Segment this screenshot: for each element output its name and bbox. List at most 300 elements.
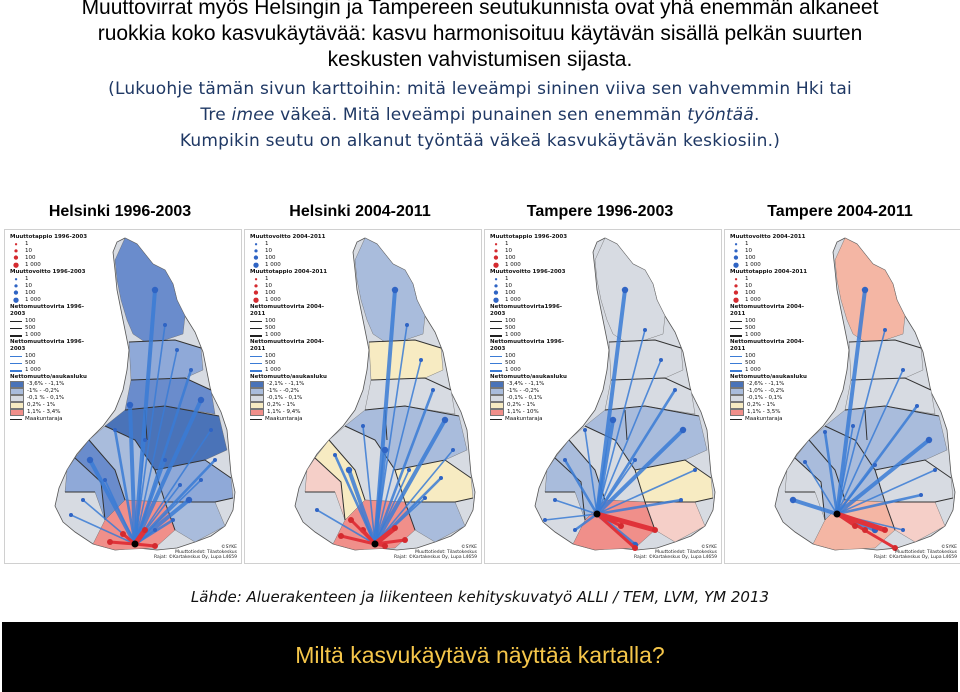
- municipality-dot: [142, 527, 148, 533]
- municipality-dot: [407, 468, 411, 472]
- legend-row: [730, 416, 812, 423]
- legend-dot-icon: ●: [253, 255, 259, 261]
- legend-row: [10, 255, 92, 262]
- legend-heading: Nettomuutto/asukasluku: [250, 374, 327, 380]
- intro-line-2: ruokkia koko kasvukäytävää: kasvu harmonisoituu käytävän sisällä pelkän suurten: [97, 22, 863, 45]
- legend-label: 1 000: [745, 332, 761, 338]
- legend-heading: Nettomuuttovirta 1996-2003: [490, 339, 564, 352]
- legend-line-icon: [250, 363, 262, 364]
- legend-label: 1 000: [745, 367, 761, 373]
- legend-line-icon: [490, 370, 502, 372]
- legend-heading: Nettomuutto/asukasluku: [490, 374, 567, 380]
- legend-label: -1% - -0,2%: [507, 388, 540, 394]
- legend-heading: Muuttotappio 2004-2011: [730, 269, 808, 275]
- legend-row: [250, 248, 332, 255]
- legend-line-icon: [250, 419, 262, 420]
- legend-dot-icon: ●: [734, 277, 738, 281]
- map-panel-4: [724, 229, 960, 564]
- legend-label: 1 000: [25, 262, 41, 268]
- legend-dot-icon: ●: [13, 255, 19, 261]
- legend-label: 1 000: [265, 367, 281, 373]
- legend-label: 1: [25, 276, 29, 282]
- map-title-tampere-1996: Tampere 1996-2003: [526, 203, 674, 220]
- legend-heading: Nettomuutto/asukasluku: [10, 374, 87, 380]
- map-panel-1: [4, 229, 242, 564]
- region-area: [129, 340, 203, 380]
- legend-label: 100: [745, 255, 756, 261]
- legend-swatch: [730, 381, 744, 388]
- legend-row: [730, 290, 812, 297]
- legend-row: [730, 276, 812, 283]
- legend-label: 500: [25, 325, 36, 331]
- legend-label: -0,1% - 0,1%: [507, 395, 543, 401]
- legend-row: [730, 297, 812, 304]
- legend-row: [730, 283, 812, 290]
- municipality-dot: [823, 430, 827, 434]
- legend-swatch: [250, 402, 264, 409]
- legend-row: [250, 360, 332, 367]
- legend-heading: Nettomuuttovirta 2004-2011: [250, 339, 324, 352]
- legend-row: [10, 416, 92, 423]
- legend-row: [250, 283, 332, 290]
- legend-dot-icon: ●: [492, 296, 499, 304]
- legend-label: 0,2% - 1%: [747, 402, 776, 408]
- legend-row: [730, 318, 812, 325]
- legend-label: 1,1% - 3,4%: [27, 409, 61, 415]
- legend-label: 1: [265, 276, 269, 282]
- legend-row: [10, 276, 92, 283]
- legend-line-icon: [490, 363, 502, 364]
- legend-line-icon: [490, 356, 502, 357]
- hub-city-dot: [594, 511, 601, 518]
- municipality-dot: [209, 428, 213, 432]
- municipality-dot: [883, 328, 887, 332]
- legend-swatch: [250, 395, 264, 402]
- legend-line-icon: [730, 328, 742, 329]
- legend-label: -1,0% - -0,2%: [747, 388, 785, 394]
- legend-line-icon: [250, 370, 262, 372]
- legend-dot-icon: ●: [253, 290, 259, 296]
- legend-dot-icon: ●: [254, 242, 258, 246]
- legend-swatch: [10, 388, 24, 395]
- municipality-dot: [152, 287, 158, 293]
- legend-swatch: [10, 381, 24, 388]
- legend-heading: Nettomuuttovirta 2004-2011: [730, 304, 804, 317]
- municipality-dot: [919, 493, 923, 497]
- municipality-dot: [553, 498, 557, 502]
- legend-label: 1 000: [265, 332, 281, 338]
- legend-dot-icon: ●: [14, 284, 18, 289]
- legend-heading: Muuttovoitto 1996-2003: [10, 269, 86, 275]
- legend-dot-icon: ●: [493, 255, 499, 261]
- legend-label: 1 000: [265, 297, 281, 303]
- legend-row: [490, 395, 572, 402]
- legend-dot-icon: ●: [732, 261, 739, 269]
- legend-label: 10: [265, 283, 272, 289]
- legend-label: 100: [25, 290, 36, 296]
- legend-dot-icon: ●: [733, 255, 739, 261]
- legend-line-icon: [10, 356, 22, 357]
- legend-label: -0,1% - 0,1%: [267, 395, 303, 401]
- municipality-dot: [659, 358, 663, 362]
- municipality-dot: [175, 348, 179, 352]
- legend-label: 1 000: [745, 262, 761, 268]
- legend-swatch: [10, 409, 24, 416]
- municipality-dot: [171, 518, 175, 522]
- municipality-dot: [189, 368, 193, 372]
- map-credit: ©SYKE Muuttotiedot: Tilastokeskus Rajat: ©Kartakeskus Oy, Lupa L4659: [633, 545, 717, 560]
- legend-swatch: [250, 381, 264, 388]
- legend-heading: Muuttotappio 2004-2011: [250, 269, 328, 275]
- legend-label: 100: [25, 255, 36, 261]
- legend-row: [10, 262, 92, 269]
- legend-line-icon: [250, 321, 262, 322]
- legend-swatch: [490, 381, 504, 388]
- legend-row: [490, 325, 572, 332]
- legend-heading: Nettomuuttovirta 2004-2011: [250, 304, 324, 317]
- map-legend: [730, 234, 812, 423]
- legend-label: 1: [265, 241, 269, 247]
- hub-city-dot: [372, 541, 379, 548]
- legend-label: 10: [25, 283, 32, 289]
- legend-label: 1 000: [505, 332, 521, 338]
- legend-row: [490, 262, 572, 269]
- legend-label: -2,1% - -1,1%: [267, 381, 305, 387]
- legend-swatch: [490, 409, 504, 416]
- legend-row: [490, 353, 572, 360]
- legend-dot-icon: ●: [494, 249, 498, 254]
- map-credit: ©SYKE Muuttotiedot: Tilastokeskus Rajat: ©Kartakeskus Oy, Lupa L4659: [873, 545, 957, 560]
- legend-row: [250, 332, 332, 339]
- municipality-dot: [862, 287, 868, 293]
- caption-text: Miltä kasvukäytävä näyttää kartalla?: [295, 642, 665, 668]
- municipality-dot: [882, 527, 888, 533]
- legend-row: [490, 276, 572, 283]
- legend-label: 100: [505, 318, 516, 324]
- municipality-dot: [618, 523, 624, 529]
- legend-row: [250, 367, 332, 374]
- legend-row: [10, 297, 92, 304]
- municipality-dot: [143, 438, 147, 442]
- municipality-dot: [901, 368, 905, 372]
- legend-label: Maakuntaraja: [25, 416, 63, 422]
- caption-bar: [2, 622, 958, 692]
- legend-swatch: [250, 388, 264, 395]
- legend-line-icon: [10, 335, 22, 337]
- legend-row: [10, 283, 92, 290]
- legend-dot-icon: ●: [14, 277, 18, 281]
- legend-label: -3,4% - -1,1%: [507, 381, 545, 387]
- municipality-dot: [423, 496, 427, 500]
- municipality-dot: [926, 437, 932, 443]
- municipality-dot: [673, 388, 677, 392]
- legend-line-icon: [10, 321, 22, 322]
- municipality-dot: [693, 468, 697, 472]
- municipality-dot: [348, 517, 354, 523]
- reading-guide-line-1: (Lukuohje tämän sivun karttoihin: mitä leveämpi sininen viiva sen vahvemmin Hki tai: [108, 79, 852, 99]
- legend-label: Maakuntaraja: [505, 416, 543, 422]
- intro-line-3: keskusten vahvistumisen sijasta.: [327, 48, 633, 71]
- legend-row: [10, 332, 92, 339]
- legend-label: 500: [745, 325, 756, 331]
- legend-row: [250, 318, 332, 325]
- legend-row: [10, 248, 92, 255]
- legend-label: 1: [505, 241, 509, 247]
- municipality-dot: [69, 513, 73, 517]
- municipality-dot: [419, 358, 423, 362]
- legend-row: [730, 388, 812, 395]
- legend-label: 100: [265, 290, 276, 296]
- legend-row: [10, 381, 92, 388]
- legend-dot-icon: ●: [254, 284, 258, 289]
- legend-row: [250, 353, 332, 360]
- municipality-dot: [851, 424, 855, 428]
- legend-label: 100: [25, 318, 36, 324]
- legend-row: [490, 409, 572, 416]
- legend-heading: Nettomuuttovirta 1996-2003: [10, 339, 84, 352]
- legend-dot-icon: ●: [252, 261, 259, 269]
- municipality-dot: [803, 460, 807, 464]
- net-migration-push-line: [110, 542, 135, 544]
- legend-row: [730, 325, 812, 332]
- legend-heading: Muuttovoitto 2004-2011: [250, 234, 326, 240]
- legend-row: [490, 402, 572, 409]
- municipality-dot: [622, 287, 628, 293]
- legend-row: [10, 318, 92, 325]
- legend-row: [250, 290, 332, 297]
- legend-row: [250, 262, 332, 269]
- municipality-dot: [451, 448, 455, 452]
- legend-row: [490, 297, 572, 304]
- municipality-dot: [333, 453, 337, 457]
- legend-line-icon: [730, 419, 742, 420]
- legend-dot-icon: ●: [734, 242, 738, 246]
- map-panel-2: [244, 229, 482, 564]
- legend-label: 100: [505, 290, 516, 296]
- legend-row: [490, 360, 572, 367]
- map-credit: ©SYKE Muuttotiedot: Tilastokeskus Rajat: ©Kartakeskus Oy, Lupa L4659: [393, 545, 477, 560]
- region-area: [369, 340, 443, 380]
- legend-row: [10, 241, 92, 248]
- legend-row: [490, 416, 572, 423]
- municipality-dot: [382, 447, 388, 453]
- municipality-dot: [933, 468, 937, 472]
- municipality-dot: [573, 528, 577, 532]
- legend-dot-icon: ●: [732, 296, 739, 304]
- legend-label: 100: [745, 290, 756, 296]
- legend-heading: Muuttovoitto 1996-2003: [490, 269, 566, 275]
- legend-dot-icon: ●: [14, 242, 18, 246]
- legend-row: [730, 332, 812, 339]
- legend-dot-icon: ●: [254, 249, 258, 254]
- municipality-dot: [543, 518, 547, 522]
- legend-row: [490, 248, 572, 255]
- municipality-dot: [439, 476, 443, 480]
- legend-line-icon: [490, 328, 502, 329]
- legend-row: [490, 332, 572, 339]
- legend-dot-icon: ●: [14, 249, 18, 254]
- legend-row: [250, 416, 332, 423]
- legend-label: 500: [505, 360, 516, 366]
- legend-line-icon: [250, 328, 262, 329]
- municipality-dot: [213, 458, 217, 462]
- legend-row: [10, 325, 92, 332]
- municipality-dot: [405, 323, 409, 327]
- municipality-dot: [679, 498, 683, 502]
- legend-dot-icon: ●: [734, 284, 738, 289]
- municipality-dot: [680, 427, 686, 433]
- legend-swatch: [490, 388, 504, 395]
- legend-label: 100: [505, 353, 516, 359]
- legend-line-icon: [10, 328, 22, 329]
- legend-swatch: [730, 402, 744, 409]
- legend-line-icon: [490, 335, 502, 337]
- legend-row: [490, 388, 572, 395]
- legend-label: 1 000: [265, 262, 281, 268]
- municipality-dot: [153, 528, 157, 532]
- municipality-dot: [392, 525, 398, 531]
- map-legend: [250, 234, 332, 423]
- legend-row: [10, 409, 92, 416]
- municipality-dot: [178, 483, 182, 487]
- legend-row: [10, 367, 92, 374]
- municipality-dot: [199, 478, 203, 482]
- municipality-dot: [338, 533, 344, 539]
- legend-row: [490, 283, 572, 290]
- hub-city-dot: [834, 511, 841, 518]
- legend-label: 10: [25, 248, 32, 254]
- municipality-dot: [442, 417, 448, 423]
- legend-label: 1,1% - 9,4%: [267, 409, 301, 415]
- legend-label: 1: [745, 241, 749, 247]
- municipality-dot: [915, 404, 919, 408]
- legend-heading: Muuttovoitto 2004-2011: [730, 234, 806, 240]
- legend-row: [490, 367, 572, 374]
- legend-label: 1 000: [25, 297, 41, 303]
- region-area: [849, 340, 923, 380]
- legend-line-icon: [730, 370, 742, 372]
- legend-row: [730, 255, 812, 262]
- legend-row: [10, 402, 92, 409]
- legend-dot-icon: ●: [493, 290, 499, 296]
- legend-line-icon: [10, 419, 22, 420]
- map-legend: [490, 234, 572, 423]
- legend-row: [250, 388, 332, 395]
- municipality-dot: [852, 523, 858, 529]
- legend-line-icon: [730, 335, 742, 337]
- municipality-dot: [120, 531, 126, 537]
- municipality-dot: [361, 424, 365, 428]
- map-legend: [10, 234, 92, 423]
- legend-heading: Muuttotappio 1996-2003: [10, 234, 88, 240]
- legend-label: 500: [745, 360, 756, 366]
- map-title-helsinki-1996: Helsinki 1996-2003: [48, 203, 192, 220]
- legend-label: -2,6% - -1,1%: [747, 381, 785, 387]
- legend-swatch: [10, 402, 24, 409]
- legend-dot-icon: ●: [254, 277, 258, 281]
- intro-text: [0, 0, 960, 155]
- legend-label: 10: [745, 248, 752, 254]
- legend-row: [250, 409, 332, 416]
- legend-line-icon: [490, 419, 502, 420]
- region-area: [609, 340, 683, 380]
- legend-heading: Muuttotappio 1996-2003: [490, 234, 568, 240]
- municipality-dot: [107, 539, 113, 545]
- legend-row: [490, 255, 572, 262]
- legend-label: 1 000: [505, 367, 521, 373]
- legend-dot-icon: ●: [12, 261, 19, 269]
- municipality-dot: [563, 458, 567, 462]
- legend-swatch: [730, 409, 744, 416]
- legend-line-icon: [250, 356, 262, 357]
- legend-row: [10, 290, 92, 297]
- municipality-dot: [610, 417, 616, 423]
- highlight-text: harmonisoituu käytävän sisällä: [432, 22, 719, 45]
- municipality-dot: [402, 537, 408, 543]
- legend-line-icon: [10, 370, 22, 372]
- legend-row: [10, 353, 92, 360]
- intro-line-1: Muuttovirrat myös Helsingin ja Tampereen seutukunnista ovat yhä enemmän alkaneet: [81, 0, 879, 19]
- reading-guide-line-3: Kumpikin seutu on alkanut työntää väkeä kasvukäytävän keskiosiin.): [179, 131, 781, 151]
- legend-row: [10, 395, 92, 402]
- map-title-helsinki-2004: Helsinki 2004-2011: [289, 203, 431, 220]
- legend-dot-icon: ●: [494, 242, 498, 246]
- legend-label: 10: [505, 283, 512, 289]
- municipality-dot: [113, 428, 117, 432]
- legend-label: 500: [265, 325, 276, 331]
- legend-row: [730, 241, 812, 248]
- legend-label: 100: [265, 255, 276, 261]
- legend-label: 1 000: [745, 297, 761, 303]
- legend-row: [730, 409, 812, 416]
- legend-dot-icon: ●: [494, 284, 498, 289]
- legend-label: 1 000: [25, 332, 41, 338]
- legend-row: [730, 367, 812, 374]
- legend-label: 500: [265, 360, 276, 366]
- reading-guide-line-2: Tre imee väkeä. Mitä leveämpi punainen sen enemmän työntää.: [200, 105, 760, 125]
- legend-row: [250, 402, 332, 409]
- legend-row: [10, 388, 92, 395]
- legend-line-icon: [10, 363, 22, 364]
- legend-heading: Nettomuuttovirta 2004-2011: [730, 339, 804, 352]
- municipality-dot: [583, 428, 587, 432]
- municipality-dot: [862, 527, 868, 533]
- legend-row: [10, 360, 92, 367]
- legend-row: [730, 402, 812, 409]
- legend-row: [250, 276, 332, 283]
- legend-label: 10: [505, 248, 512, 254]
- legend-swatch: [250, 409, 264, 416]
- legend-row: [730, 262, 812, 269]
- legend-row: [730, 248, 812, 255]
- source-citation: Lähde: Aluerakenteen ja liikenteen kehityskuvatyö ALLI / TEM, LVM, YM 2013: [190, 588, 770, 606]
- map-credit: ©SYKE Muuttotiedot: Tilastokeskus Rajat: ©Kartakeskus Oy, Lupa L4659: [153, 545, 237, 560]
- legend-row: [250, 395, 332, 402]
- municipality-dot: [315, 508, 319, 512]
- legend-label: -1% - -0,2%: [267, 388, 300, 394]
- municipality-dot: [901, 528, 905, 532]
- municipality-dot: [643, 328, 647, 332]
- legend-label: 1 000: [25, 367, 41, 373]
- legend-label: 0,2% - 1%: [507, 402, 536, 408]
- legend-row: [250, 241, 332, 248]
- legend-label: 500: [505, 325, 516, 331]
- legend-label: 1,1% - 10%: [507, 409, 539, 415]
- municipality-dot: [392, 287, 398, 293]
- legend-line-icon: [730, 321, 742, 322]
- legend-line-icon: [730, 356, 742, 357]
- legend-label: 1: [505, 276, 509, 282]
